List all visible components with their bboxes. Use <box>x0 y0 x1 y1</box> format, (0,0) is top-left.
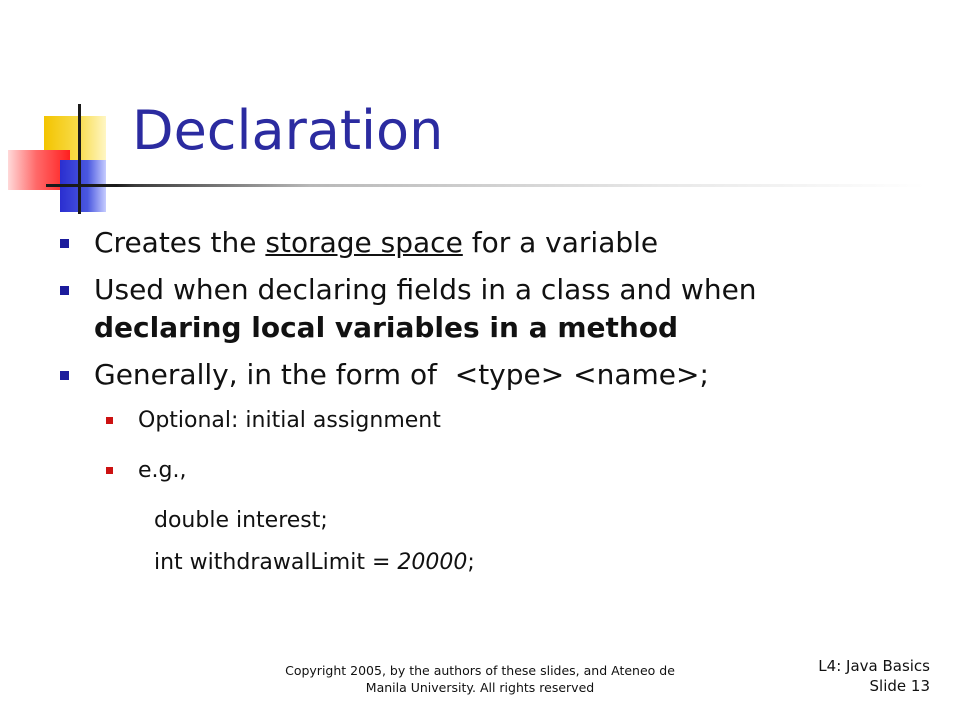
bullet-text: Generally, in the form of <type> <name>; <box>94 358 709 391</box>
bullet-text: Used when declaring fields in a class and when <box>94 273 757 306</box>
bullet-text: for a variable <box>462 226 659 259</box>
bullet-underlined-text: storage space <box>265 226 463 259</box>
code-example-line <box>154 548 918 578</box>
lecture-label: L4: Java Basics <box>818 657 930 675</box>
code-text: double interest; <box>154 508 328 533</box>
slide-title: Declaration <box>132 99 444 162</box>
code-italic-value: 20000 <box>397 550 468 575</box>
sub-bullet-item <box>104 406 918 436</box>
sub-bullet-item <box>104 456 918 486</box>
copyright-line: Manila University. All rights reserved <box>365 680 595 695</box>
bullet-item <box>58 224 918 262</box>
code-text: ; <box>467 550 475 575</box>
code-example-line <box>154 506 918 536</box>
bullet-item <box>58 356 918 394</box>
copyright-notice <box>220 662 740 696</box>
copyright-line: Copyright 2005, by the authors of these slides, and Ateneo de <box>285 663 675 678</box>
code-text: int withdrawalLimit = <box>154 550 398 575</box>
sub-bullet-text: e.g., <box>138 458 187 483</box>
bullet-bold-text: declaring local variables in a method <box>94 311 679 344</box>
bullet-list <box>58 224 918 590</box>
sub-bullet-text: Optional: initial assignment <box>138 408 441 433</box>
logo-vertical-line <box>78 104 81 214</box>
slide-number: Slide 13 <box>869 677 930 695</box>
title-underline-rule <box>46 184 926 187</box>
bullet-text: Creates the <box>94 226 266 259</box>
bullet-item <box>58 271 918 347</box>
slide-footer-info <box>818 656 930 696</box>
